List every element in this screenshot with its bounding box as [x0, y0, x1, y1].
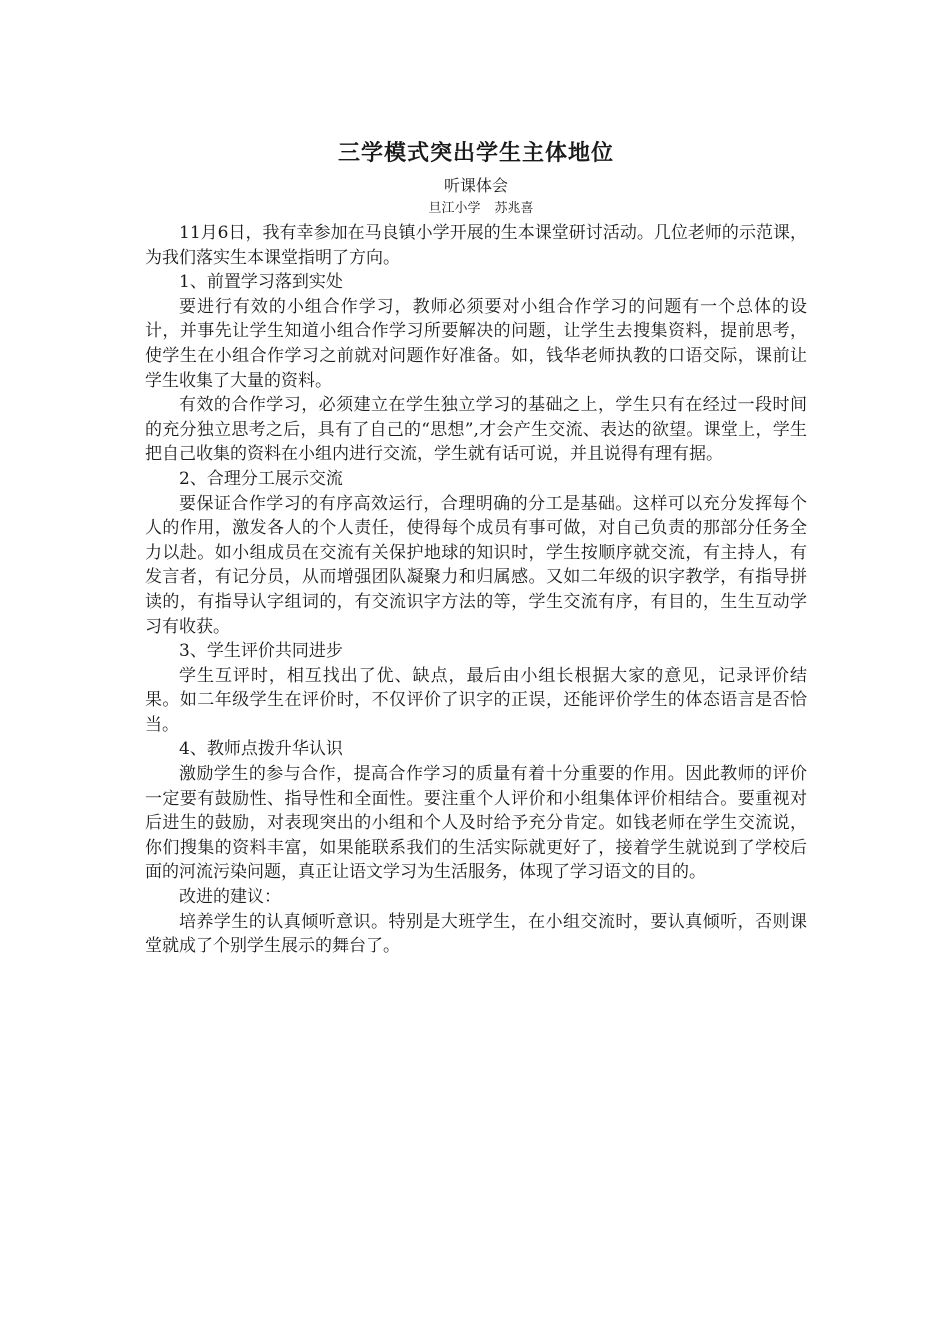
document-title: 三学模式突出学生主体地位	[337, 140, 614, 166]
paragraph: 11月6日，我有幸参加在马良镇小学开展的生本课堂研讨活动。几位老师的示范课，为我们落实生本课堂指明了方向。	[145, 223, 807, 268]
paragraph: 培养学生的认真倾听意识。特别是大班学生，在小组交流时，要认真倾听，否则课堂就成了个别学生展示的舞台了。	[145, 911, 807, 957]
paragraph: 要进行有效的小组合作学习，教师必须要对小组合作学习的问题有一个总体的设计，并事先让学生知道小组合作学习所要解决的问题，让学生去搜集资料，提前思考，使学生在小组合作学习之前就对问题作好准备。如，钱华老师执教的口语交际，课前让学生收集了大量的资料。	[145, 296, 807, 391]
section-heading: 4、教师点拨升华认识	[179, 739, 343, 760]
paragraph: 要保证合作学习的有序高效运行，合理明确的分工是基础。这样可以充分发挥每个人的作用，激发各人的个人责任，使得每个成员有事可做，对自己负责的那部分任务全力以赴。如小组成员在交流有关保护地球的知识时，学生按顺序就交流，有主持人，有发言者，有记分员，从而增强团队凝聚力和归属感。又如二年级的识字教学，有指导拼读的，有指导认字组词的，有交流识字方法的等，学生交流有序，有目的，生生互动学习有收获。	[145, 493, 807, 637]
document-subtitle: 听课体会	[443, 176, 508, 195]
paragraph: 有效的合作学习，必须建立在学生独立学习的基础之上，学生只有在经过一段时间的充分独立思考之后，具有了自己的“思想”,才会产生交流、表达的欲望。课堂上，学生把自己收集的资料在小组内进行交流，学生就有话可说，并且说得有理有据。	[145, 395, 807, 465]
document-page	[145, 137, 807, 959]
paragraph: 激励学生的参与合作，提高合作学习的质量有着十分重要的作用。因此教师的评价一定要有鼓励性、指导性和全面性。要注重个人评价和小组集体评价相结合。要重视对后进生的鼓励，对表现突出的小组和个人及时给予充分肯定。如钱老师在学生交流说，你们搜集的资料丰富，如果能联系我们的生活实际就更好了，接着学生就说到了学校后面的河流污染问题，真正让语文学习为生活服务，体现了学习语文的目的。	[145, 764, 807, 883]
byline-school: 旦江小学	[428, 201, 481, 216]
byline-author: 苏兆喜	[494, 201, 534, 216]
byline	[145, 199, 807, 219]
section-heading: 1、前置学习落到实处	[179, 272, 343, 293]
section-heading: 改进的建议：	[179, 887, 281, 908]
section-heading: 3、学生评价共同进步	[179, 641, 343, 662]
document-body	[145, 221, 807, 959]
paragraph: 学生互评时，相互找出了优、缺点，最后由小组长根据大家的意见，记录评价结果。如二年级学生在评价时，不仅评价了识字的正误，还能评价学生的体态语言是否恰当。	[145, 665, 807, 735]
section-heading: 2、合理分工展示交流	[179, 468, 343, 489]
